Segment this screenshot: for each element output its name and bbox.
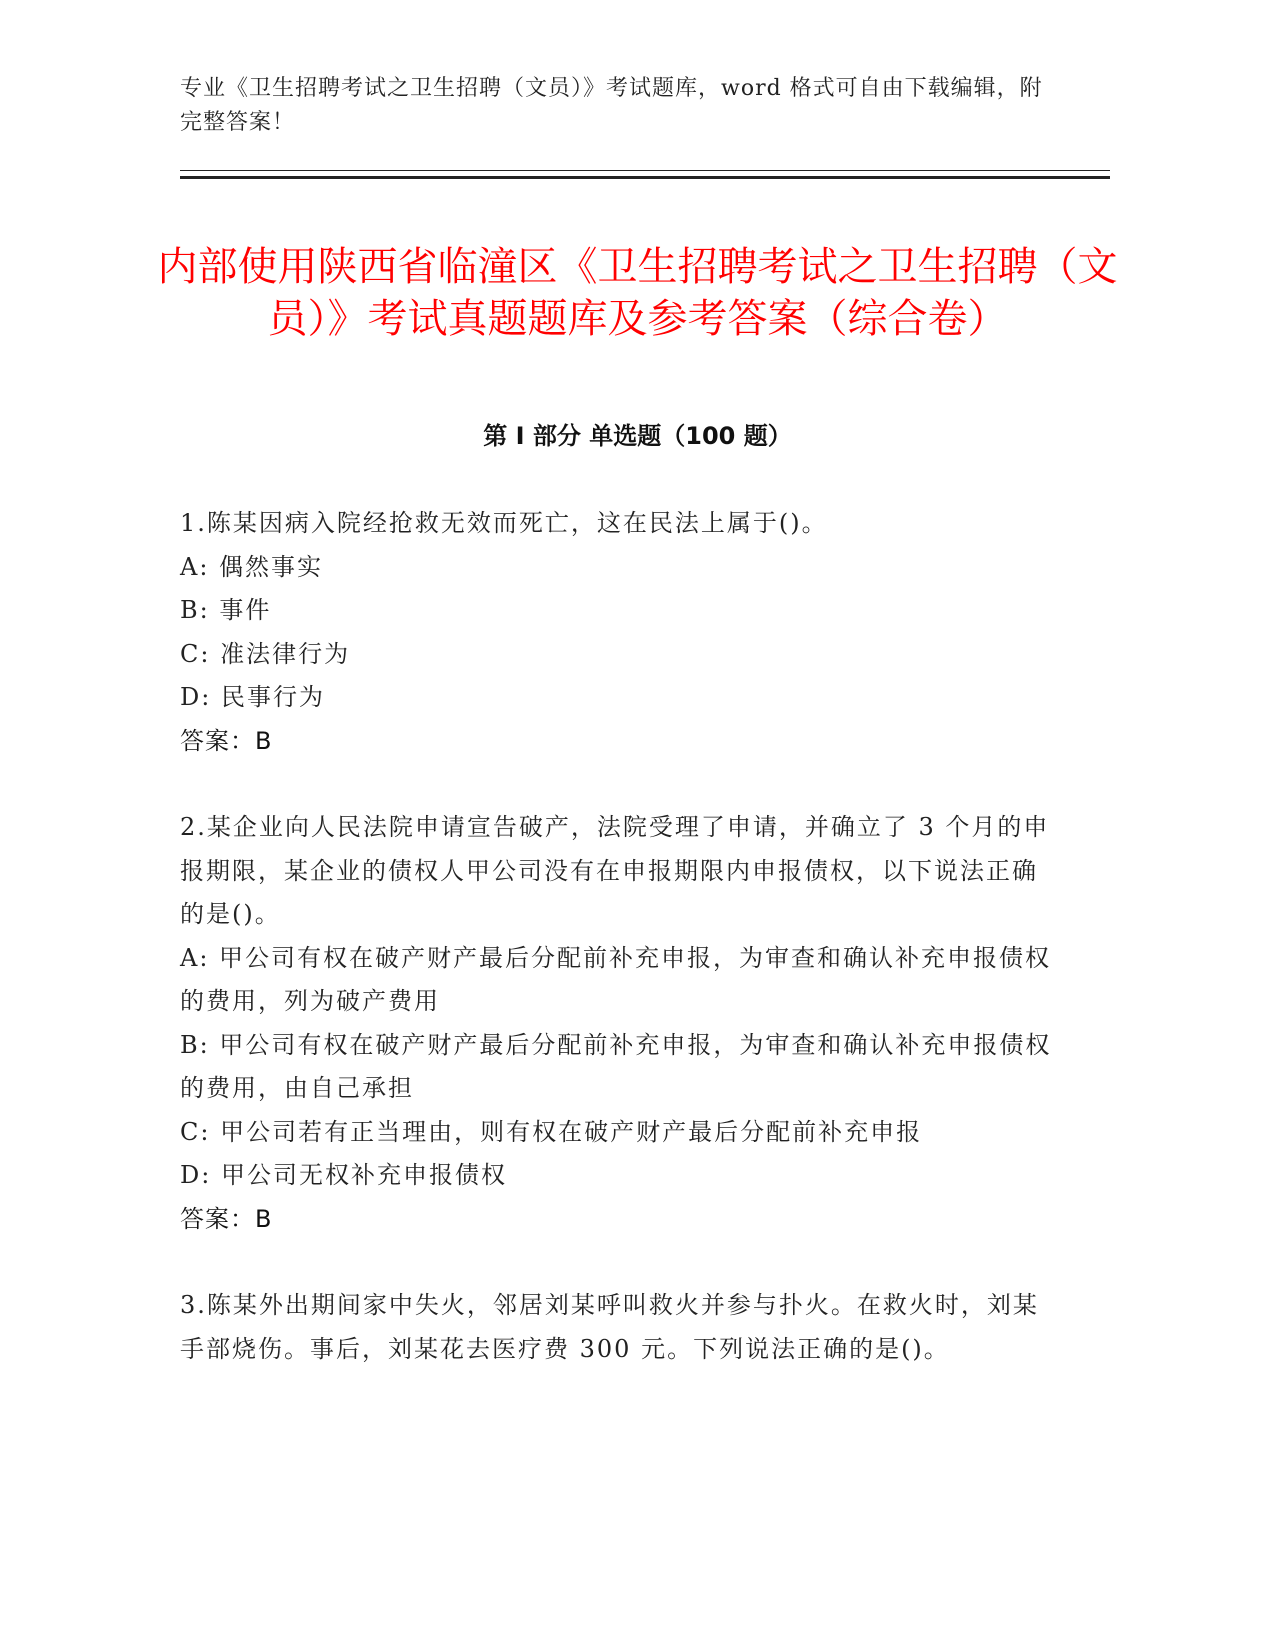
- question-stem: 3.陈某外出期间家中失火，邻居刘某呼叫救火并参与扑火。在救火时，刘某手部烧伤。事后，刘某花去医疗费 300 元。下列说法正确的是()。: [180, 1291, 1039, 1363]
- option-d: D: 民事行为: [180, 683, 325, 711]
- answer-line: 答案：B: [180, 1204, 273, 1233]
- option-b: B: 甲公司有权在破产财产最后分配前补充申报，为审查和确认补充申报债权的费用，由自己承担: [180, 1030, 1052, 1102]
- option-c: C: 甲公司若有正当理由，则有权在破产财产最后分配前补充申报: [180, 1117, 923, 1146]
- section-title: 第 I 部分 单选题（100 题）: [483, 422, 792, 450]
- header-divider-thin: [180, 170, 1110, 171]
- option-a: A: 甲公司有权在破产财产最后分配前补充申报，为审查和确认补充申报债权的费用，列为破产费用: [180, 943, 1052, 1015]
- option-d: D: 甲公司无权补充申报债权: [180, 1161, 507, 1189]
- option-a: A: 偶然事实: [180, 552, 324, 581]
- question-stem: 2.某企业向人民法院申请宣告破产，法院受理了申请，并确立了 3 个月的申报期限，某企业的债权人甲公司没有在申报期限内申报债权，以下说法正确的是()。: [180, 813, 1050, 928]
- question-item-3: [180, 1284, 1060, 1371]
- question-list: [180, 502, 1060, 1414]
- header-note: 专业《卫生招聘考试之卫生招聘（文员）》考试题库，word 格式可自由下载编辑，附完整答案！: [180, 76, 1043, 135]
- option-b: B: 事件: [180, 596, 272, 624]
- document-title: 内部使用陕西省临潼区《卫生招聘考试之卫生招聘（文员）》考试真题题库及参考答案（综合卷）: [157, 243, 1118, 342]
- option-c: C: 准法律行为: [180, 639, 351, 668]
- header-divider-thick: [180, 176, 1110, 179]
- question-item-1: [180, 502, 1060, 763]
- question-item-2: [180, 806, 1060, 1241]
- answer-line: 答案：B: [180, 726, 273, 755]
- question-stem: 1.陈某因病入院经抢救无效而死亡，这在民法上属于()。: [180, 509, 828, 537]
